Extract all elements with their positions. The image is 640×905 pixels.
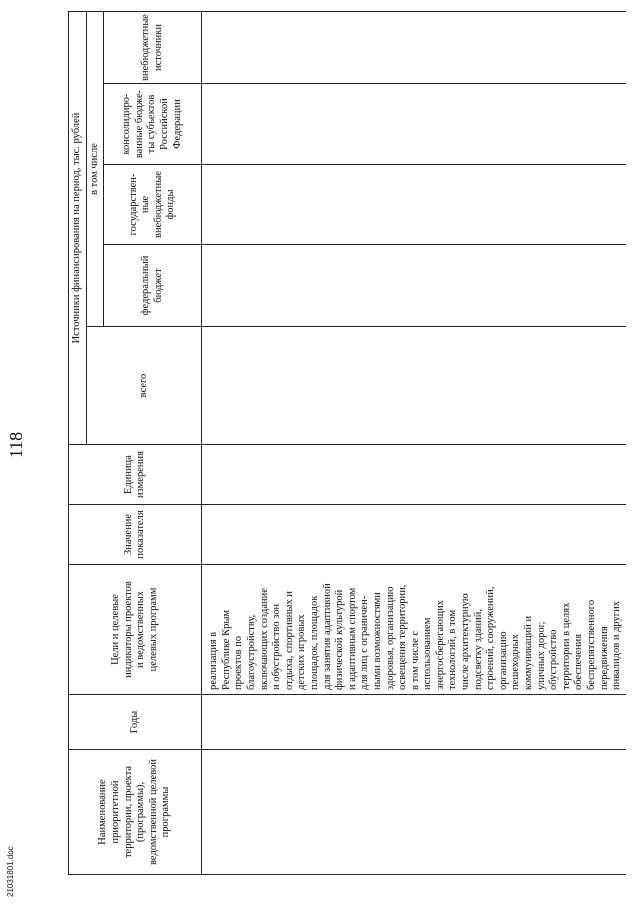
cell-federal — [202, 245, 626, 327]
cell-goals-text: реализация в Республике Крым проектов по благоустройству, включающих создание и обустройство зон отдыха, спортивных и детских игровых площадок, площадок для занятия адаптивной физической культурой и адаптивным спортом для лиц с ограничен- ными возможностями здоровья, организацию освещения территории, в том числе с использованием энергосберегающих технологий, в том числе архитектурную подсветку зданий, строений, сооружений, организацию пешеходных коммуникаций и уличных дорог, обустройство территории в целях обеспечения беспрепятственного передвижения инвалидов и других — [202, 565, 626, 695]
header-name: Наименование приоритетной территории, проекта (программы), ведомственной целевой программы — [69, 750, 202, 875]
header-extrabudget: внебюджетные источники — [104, 12, 202, 84]
page-number: 118 — [6, 431, 26, 459]
header-goals: Цели и целевые индикаторы проектов и ведомственных целевых программ — [69, 565, 202, 695]
header-total: всего — [86, 327, 202, 445]
cell-regional — [202, 84, 626, 165]
header-years: Годы — [69, 695, 202, 750]
header-federal-budget: федеральный бюджет — [104, 245, 202, 327]
header-indicator-value: Значение показателя — [69, 505, 202, 565]
cell-state-funds — [202, 165, 626, 245]
header-including: в том числе — [86, 12, 104, 327]
cell-indicator-value — [202, 505, 626, 565]
header-regional-budgets: консолидиро- ванные бюдже- ты субъектов Российской Федерации — [104, 84, 202, 165]
file-reference: 21031801.doc — [6, 846, 15, 897]
header-funding-sources: Источники финансирования на период, тыс. рублей — [69, 12, 87, 445]
cell-name — [202, 750, 626, 875]
cell-total — [202, 327, 626, 445]
cell-years — [202, 695, 626, 750]
funding-table — [68, 11, 626, 875]
header-unit: Единица измерения — [69, 445, 202, 505]
cell-extrabudget — [202, 12, 626, 84]
header-state-funds: государствен- ные внебюджетные фонды — [104, 165, 202, 245]
cell-unit — [202, 445, 626, 505]
